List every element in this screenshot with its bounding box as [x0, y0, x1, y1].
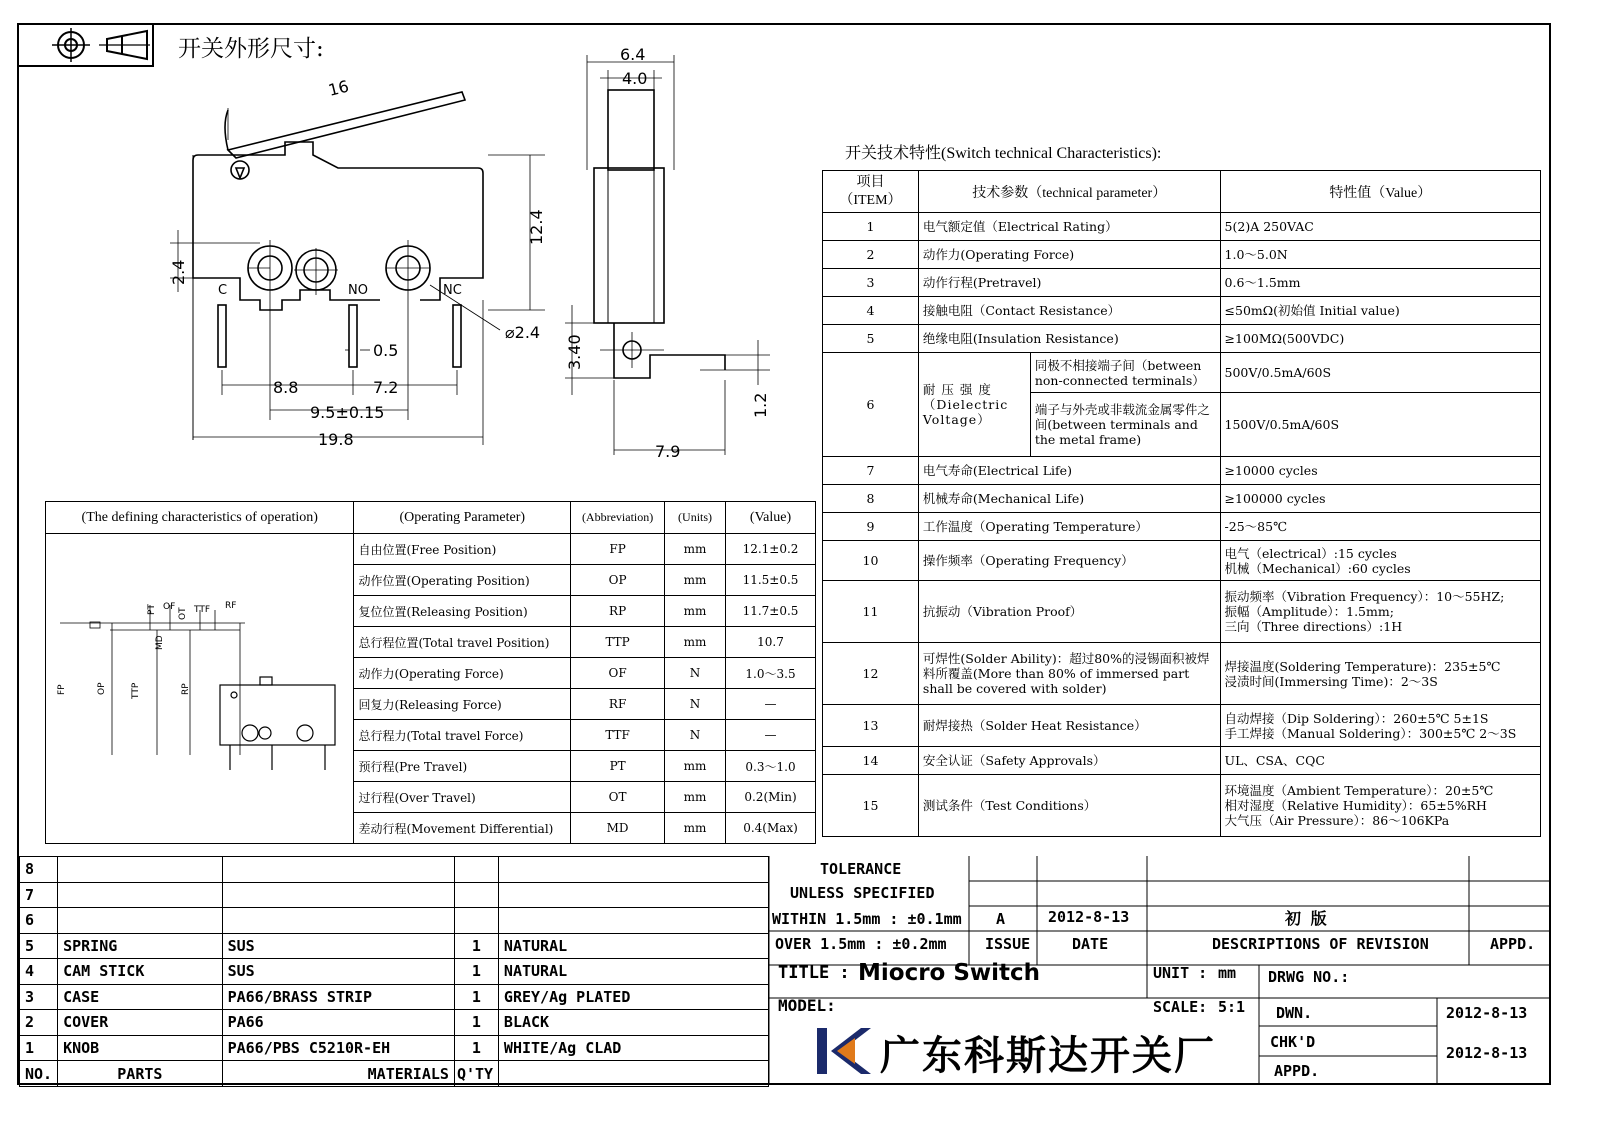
ops-cell-abbr: PT: [571, 751, 665, 782]
ops-cell-unit: N: [665, 658, 726, 689]
ops-cell-abbr: MD: [571, 813, 665, 844]
ops-header-abbr: (Abbreviation): [571, 502, 665, 534]
terminal-nc-label: NC: [443, 283, 462, 298]
tech-cell-value: ≥10000 cycles: [1220, 457, 1540, 485]
scale-label: SCALE:: [1153, 998, 1208, 1016]
checked-label: CHK'D: [1270, 1033, 1316, 1051]
tech-row: [823, 747, 1541, 775]
unit-label: UNIT :: [1153, 964, 1208, 982]
terminal-c-label: C: [218, 283, 228, 298]
tech-cell-no: 6: [823, 353, 919, 457]
tech-cell-value: 1500V/0.5mA/60S: [1220, 393, 1540, 457]
tech-cell-sub: 同极不相接端子间（between non-connected terminals）: [1030, 353, 1220, 393]
ops-cell-value: —: [726, 720, 816, 751]
bom-cell-no: 5: [20, 933, 58, 959]
bom-cell-qty: [454, 857, 498, 883]
tech-cell-param: 可焊性(Solder Ability)：超过80%的浸锡面积被焊料所覆盖(More than 80% of immersed part shall be covered with solder): [918, 643, 1220, 705]
ops-cell-abbr: RF: [571, 689, 665, 720]
bom-cell-no: 6: [20, 908, 58, 934]
diagram-label-rp: RP: [181, 683, 191, 695]
bom-cell-finish: WHITE/Ag CLAD: [498, 1035, 768, 1061]
issue-label: ISSUE: [985, 935, 1031, 953]
ops-cell-abbr: OF: [571, 658, 665, 689]
ops-cell-unit: mm: [665, 596, 726, 627]
diagram-label-md: MD: [155, 635, 165, 650]
tech-cell-value: 自动焊接（Dip Soldering）：260±5℃ 5±1S 手工焊接（Manual Soldering）：300±5℃ 2～3S: [1220, 705, 1540, 747]
dim-terminal-offset: 2.4: [169, 259, 188, 285]
tech-cell-value: 焊接温度(Soldering Temperature)：235±5℃ 浸渍时间(Immersing Time)：2～3S: [1220, 643, 1540, 705]
tech-row-dielectric: [823, 353, 1541, 393]
drawing-section-title: 开关外形尺寸:: [178, 36, 324, 62]
bom-cell-qty: 1: [454, 1010, 498, 1036]
tech-cell-param: 动作力(Operating Force): [918, 241, 1220, 269]
ops-cell-abbr: TTF: [571, 720, 665, 751]
dim-d1: 8.8: [273, 378, 299, 397]
bom-cell-finish: GREY/Ag PLATED: [498, 984, 768, 1010]
ops-cell-unit: N: [665, 689, 726, 720]
tech-cell-no: 7: [823, 457, 919, 485]
terminal-no-label: NO: [348, 283, 368, 298]
bom-cell-finish: NATURAL: [498, 959, 768, 985]
tech-cell-param: 动作行程(Pretravel): [918, 269, 1220, 297]
bom-cell-no: 1: [20, 1035, 58, 1061]
approved-label-2: APPD.: [1274, 1062, 1320, 1080]
ops-cell-value: 10.7: [726, 627, 816, 658]
bom-cell-material: [222, 908, 454, 934]
bom-footer-qty: Q'TY: [454, 1061, 498, 1087]
operation-characteristics-diagram: [50, 595, 350, 775]
tech-row: [823, 485, 1541, 513]
bom-cell-part: CAM STICK: [58, 959, 223, 985]
tech-cell-no: 1: [823, 213, 919, 241]
bom-cell-part: COVER: [58, 1010, 223, 1036]
ops-header-value: (Value): [726, 502, 816, 534]
bom-row: [20, 1035, 769, 1061]
tech-cell-value: ≥100000 cycles: [1220, 485, 1540, 513]
tech-cell-param: 接触电阻（Contact Resistance）: [918, 297, 1220, 325]
dim-hole-diameter: ⌀2.4: [505, 323, 541, 342]
bom-row: [20, 959, 769, 985]
dim-width-top: 6.4: [620, 45, 646, 64]
bom-row: [20, 1010, 769, 1036]
tech-cell-value: ≤50mΩ(初始值 Initial value): [1220, 297, 1540, 325]
ops-cell-unit: mm: [665, 534, 726, 565]
tolerance-line2: UNLESS SPECIFIED: [790, 884, 935, 902]
tolerance-line4: OVER 1.5mm : ±0.2mm: [775, 935, 947, 953]
tech-cell-value: 振动频率（Vibration Frequency）：10～55HZ; 振幅（Amplitude）：1.5mm; 三向（Three directions）:1H: [1220, 581, 1540, 643]
bom-row: [20, 933, 769, 959]
tech-cell-no: 8: [823, 485, 919, 513]
ops-row: [46, 534, 816, 565]
ops-cell-abbr: TTP: [571, 627, 665, 658]
tech-cell-no: 10: [823, 541, 919, 581]
bom-cell-no: 3: [20, 984, 58, 1010]
tech-cell-value: ≥100MΩ(500VDC): [1220, 325, 1540, 353]
dim-side-height: 3.40: [565, 334, 584, 370]
tech-row: [823, 457, 1541, 485]
ops-cell-abbr: OT: [571, 782, 665, 813]
tech-cell-param: 耐 压 强 度（Dielectric Voltage）: [918, 353, 1030, 457]
title-label: TITLE :: [778, 963, 850, 983]
ops-cell-unit: mm: [665, 782, 726, 813]
bom-cell-part: CASE: [58, 984, 223, 1010]
ops-header-def: (The defining characteristics of operation): [46, 502, 354, 534]
dim-side-width: 7.9: [655, 442, 681, 461]
tech-row: [823, 705, 1541, 747]
tech-cell-param: 电气寿命(Electrical Life): [918, 457, 1220, 485]
tech-cell-no: 11: [823, 581, 919, 643]
revision-description: 初 版: [1285, 909, 1327, 928]
company-name: 广东科斯达开关厂: [880, 1033, 1216, 1079]
ops-cell-param: 总行程力(Total travel Force): [354, 720, 571, 751]
ops-cell-param: 复位位置(Releasing Position): [354, 596, 571, 627]
tech-cell-value: 500V/0.5mA/60S: [1220, 353, 1540, 393]
tech-title: 开关技术特性(Switch technical Characteristics):: [845, 145, 1162, 162]
bom-cell-material: SUS: [222, 933, 454, 959]
bom-cell-no: 7: [20, 882, 58, 908]
ops-cell-param: 预行程(Pre Travel): [354, 751, 571, 782]
ops-cell-value: 1.0～3.5: [726, 658, 816, 689]
tech-header-value: 特性值（Value）: [1220, 171, 1540, 213]
tech-cell-param: 操作频率（Operating Frequency）: [918, 541, 1220, 581]
ops-cell-param: 动作力(Operating Force): [354, 658, 571, 689]
tech-cell-param: 安全认证（Safety Approvals）: [918, 747, 1220, 775]
ops-cell-abbr: OP: [571, 565, 665, 596]
unit-value: mm: [1218, 964, 1237, 982]
scale-value: 5:1: [1218, 998, 1246, 1016]
checked-date: 2012-8-13: [1446, 1044, 1528, 1062]
approved-label: APPD.: [1490, 935, 1536, 953]
tech-cell-param: 耐焊接热（Solder Heat Resistance）: [918, 705, 1220, 747]
tolerance-line3: WITHIN 1.5mm : ±0.1mm: [772, 910, 962, 928]
ops-cell-abbr: RP: [571, 596, 665, 627]
bom-footer-parts: PARTS: [58, 1061, 223, 1087]
bom-cell-material: [222, 857, 454, 883]
tech-header-param: 技术参数（technical parameter）: [918, 171, 1220, 213]
ops-cell-value: 12.1±0.2: [726, 534, 816, 565]
ops-cell-abbr: FP: [571, 534, 665, 565]
tech-cell-value: 0.6～1.5mm: [1220, 269, 1540, 297]
dim-pin-width: 0.5: [373, 341, 399, 360]
bom-cell-qty: 1: [454, 959, 498, 985]
bom-cell-part: [58, 857, 223, 883]
tech-row: [823, 297, 1541, 325]
tech-cell-no: 13: [823, 705, 919, 747]
dim-height: 12.4: [527, 209, 546, 245]
revision-date: 2012-8-13: [1048, 908, 1130, 926]
ops-cell-param: 总行程位置(Total travel Position): [354, 627, 571, 658]
bom-cell-material: PA66/PBS C5210R-EH: [222, 1035, 454, 1061]
dim-lever-length: 16: [326, 76, 351, 100]
bom-cell-no: 4: [20, 959, 58, 985]
ops-cell-value: —: [726, 689, 816, 720]
dim-width-inner: 4.0: [622, 69, 648, 88]
bom-cell-qty: [454, 882, 498, 908]
bom-footer-materials: MATERIALS: [222, 1061, 454, 1087]
diagram-label-op: OP: [97, 682, 107, 695]
dim-side-pin: 1.2: [751, 392, 770, 418]
tech-cell-value: 1.0～5.0N: [1220, 241, 1540, 269]
diagram-label-of: OF: [163, 602, 176, 612]
diagram-label-fp: FP: [57, 684, 67, 695]
tech-cell-value: 环境温度（Ambient Temperature）：20±5℃ 相对湿度（Relative Humidity）：65±5%RH 大气压（Air Pressure）：86～106KPa: [1220, 775, 1540, 837]
tech-row: [823, 541, 1541, 581]
ops-cell-unit: mm: [665, 565, 726, 596]
ops-cell-value: 0.2(Min): [726, 782, 816, 813]
ops-cell-unit: mm: [665, 813, 726, 844]
bom-row: [20, 857, 769, 883]
diagram-label-pt: PT: [147, 604, 157, 615]
dim-length: 19.8: [318, 430, 354, 449]
ops-cell-param: 动作位置(Operating Position): [354, 565, 571, 596]
bom-cell-part: SPRING: [58, 933, 223, 959]
bom-cell-no: 8: [20, 857, 58, 883]
ops-cell-unit: mm: [665, 751, 726, 782]
bom-cell-finish: [498, 908, 768, 934]
tech-row: [823, 643, 1541, 705]
diagram-label-rf: RF: [225, 601, 237, 611]
bom-row: [20, 882, 769, 908]
tech-cell-no: 3: [823, 269, 919, 297]
ops-cell-value: 0.3～1.0: [726, 751, 816, 782]
bom-cell-part: [58, 908, 223, 934]
tech-cell-no: 14: [823, 747, 919, 775]
tech-cell-no: 4: [823, 297, 919, 325]
bom-row: [20, 984, 769, 1010]
ops-cell-param: 自由位置(Free Position): [354, 534, 571, 565]
drawn-date: 2012-8-13: [1446, 1004, 1528, 1022]
tech-cell-param: 工作温度（Operating Temperature）: [918, 513, 1220, 541]
bom-cell-qty: 1: [454, 984, 498, 1010]
tech-cell-param: 机械寿命(Mechanical Life): [918, 485, 1220, 513]
ops-cell-param: 回复力(Releasing Force): [354, 689, 571, 720]
tech-cell-param: 绝缘电阻(Insulation Resistance): [918, 325, 1220, 353]
tech-row: [823, 213, 1541, 241]
bom-cell-material: PA66: [222, 1010, 454, 1036]
drawing-number-label: DRWG NO.:: [1268, 968, 1350, 986]
tech-cell-sub: 端子与外壳或非载流金属零件之间(between terminals and the metal frame): [1030, 393, 1220, 457]
tolerance-line1: TOLERANCE: [820, 860, 902, 878]
ops-cell-param: 过行程(Over Travel): [354, 782, 571, 813]
tech-cell-value: 5(2)A 250VAC: [1220, 213, 1540, 241]
diagram-label-ttf: TTF: [194, 605, 211, 615]
revision-letter: A: [996, 910, 1006, 928]
tech-cell-no: 9: [823, 513, 919, 541]
company-logo-icon: [815, 1024, 873, 1078]
drawing-title: Miocro Switch: [858, 960, 1041, 986]
tech-row: [823, 513, 1541, 541]
bom-cell-qty: 1: [454, 1035, 498, 1061]
bom-cell-finish: [498, 857, 768, 883]
ops-cell-value: 0.4(Max): [726, 813, 816, 844]
ops-cell-value: 11.7±0.5: [726, 596, 816, 627]
tech-cell-no: 12: [823, 643, 919, 705]
tech-cell-value: UL、CSA、CQC: [1220, 747, 1540, 775]
tech-cell-param: 电气额定值（Electrical Rating）: [918, 213, 1220, 241]
bom-cell-material: SUS: [222, 959, 454, 985]
bom-cell-qty: [454, 908, 498, 934]
tech-row: [823, 241, 1541, 269]
bom-cell-finish: BLACK: [498, 1010, 768, 1036]
date-label: DATE: [1072, 935, 1109, 953]
tech-row: [823, 581, 1541, 643]
ops-cell-value: 11.5±0.5: [726, 565, 816, 596]
tech-row: [823, 269, 1541, 297]
ops-header-units: (Units): [665, 502, 726, 534]
bom-cell-finish: NATURAL: [498, 933, 768, 959]
tech-cell-no: 5: [823, 325, 919, 353]
ops-cell-param: 差动行程(Movement Differential): [354, 813, 571, 844]
tech-cell-value: 电气（electrical）:15 cycles 机械（Mechanical）:60 cycles: [1220, 541, 1540, 581]
tech-cell-param: 测试条件（Test Conditions）: [918, 775, 1220, 837]
tech-cell-no: 15: [823, 775, 919, 837]
ops-cell-unit: mm: [665, 627, 726, 658]
switch-dimension-drawing: [0, 0, 820, 470]
description-of-revision-label: DESCRIPTIONS OF REVISION: [1212, 935, 1429, 953]
tech-row: [823, 775, 1541, 837]
model-label: MODEL:: [778, 996, 836, 1015]
tech-cell-no: 2: [823, 241, 919, 269]
tech-row: [823, 325, 1541, 353]
diagram-label-ot: OT: [178, 607, 188, 620]
bom-cell-qty: 1: [454, 933, 498, 959]
bom-footer-no: NO.: [20, 1061, 58, 1087]
ops-cell-unit: N: [665, 720, 726, 751]
bill-of-materials-table: [19, 856, 769, 1087]
bom-cell-part: KNOB: [58, 1035, 223, 1061]
ops-header-param: (Operating Parameter): [354, 502, 571, 534]
tech-cell-value: -25～85℃: [1220, 513, 1540, 541]
dim-pitch: 9.5±0.15: [310, 403, 385, 422]
tech-cell-param: 抗振动（Vibration Proof）: [918, 581, 1220, 643]
tech-header-item: 项目 （ITEM）: [823, 171, 919, 213]
drawn-label: DWN.: [1276, 1004, 1313, 1022]
bom-cell-no: 2: [20, 1010, 58, 1036]
bom-cell-finish: [498, 882, 768, 908]
bom-cell-part: [58, 882, 223, 908]
bom-cell-material: [222, 882, 454, 908]
bom-cell-material: PA66/BRASS STRIP: [222, 984, 454, 1010]
dim-d2: 7.2: [373, 378, 399, 397]
tech-characteristics-table: [822, 170, 1541, 837]
diagram-label-ttp: TTP: [131, 682, 141, 699]
bom-row: [20, 908, 769, 934]
